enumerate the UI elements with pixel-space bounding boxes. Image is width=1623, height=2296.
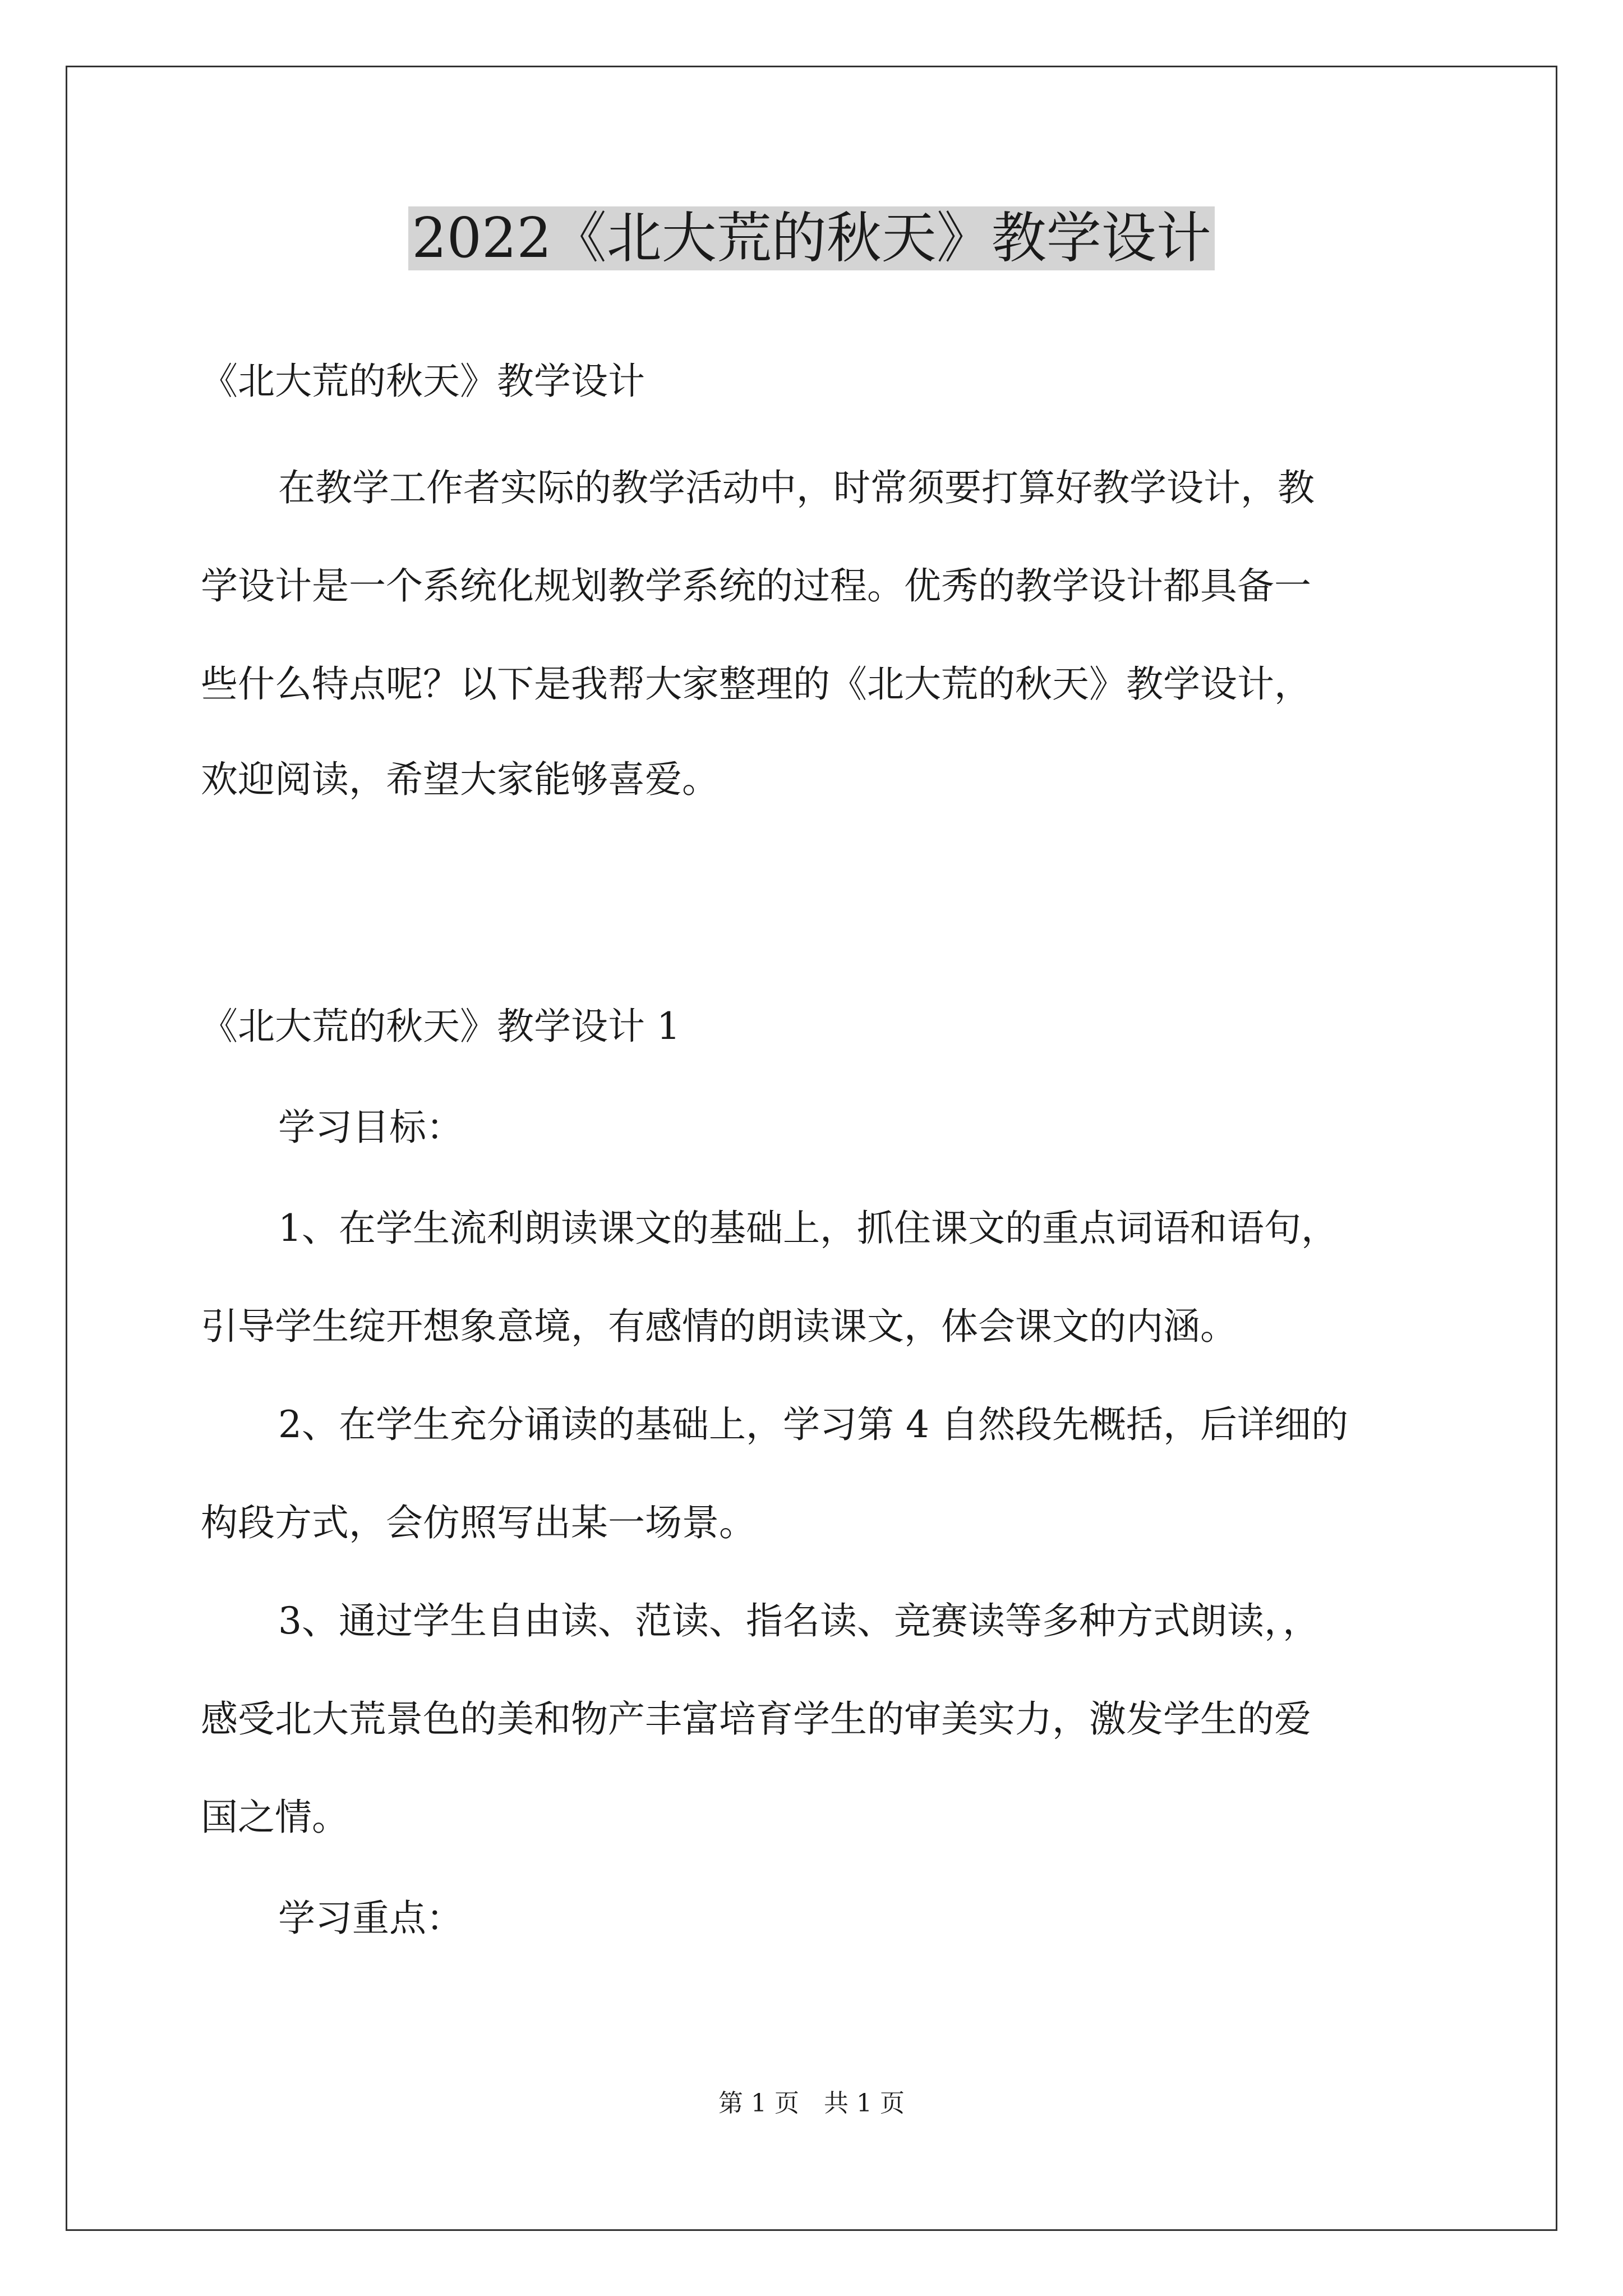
intro-line-1: 在教学工作者实际的教学活动中，时常须要打算好教学设计，教 bbox=[278, 466, 1315, 509]
objective-line-6: 感受北大荒景色的美和物产丰富培育学生的审美实力，激发学生的爱 bbox=[201, 1697, 1311, 1741]
section-title: 《北大荒的秋天》教学设计 1 bbox=[201, 1005, 680, 1048]
objective-line-5: 3、通过学生自由读、范读、指名读、竞赛读等多种方式朗读，， bbox=[278, 1599, 1320, 1642]
subtitle: 《北大荒的秋天》教学设计 bbox=[201, 360, 645, 403]
objective-line-1: 1、在学生流利朗读课文的基础上，抓住课文的重点词语和语句， bbox=[278, 1207, 1338, 1250]
objective-line-7: 国之情。 bbox=[201, 1796, 349, 1839]
objective-line-3: 2、在学生充分诵读的基础上，学习第 4 自然段先概括，后详细的 bbox=[278, 1403, 1348, 1446]
intro-line-2: 学设计是一个系统化规划教学系统的过程。优秀的教学设计都具备一 bbox=[201, 564, 1311, 608]
page-footer: 第 1 页 共 1 页 bbox=[718, 2089, 905, 2118]
intro-line-3: 些什么特点呢？以下是我帮大家整理的《北大荒的秋天》教学设计， bbox=[201, 662, 1311, 706]
intro-line-4: 欢迎阅读，希望大家能够喜爱。 bbox=[201, 758, 719, 801]
objectives-heading: 学习目标： bbox=[278, 1106, 463, 1149]
objective-line-4: 构段方式，会仿照写出某一场景。 bbox=[201, 1501, 756, 1544]
key-points-heading: 学习重点： bbox=[278, 1897, 463, 1940]
document-title: 2022《北大荒的秋天》教学设计 bbox=[0, 199, 1623, 278]
objective-line-2: 引导学生绽开想象意境，有感情的朗读课文，体会课文的内涵。 bbox=[201, 1305, 1237, 1348]
